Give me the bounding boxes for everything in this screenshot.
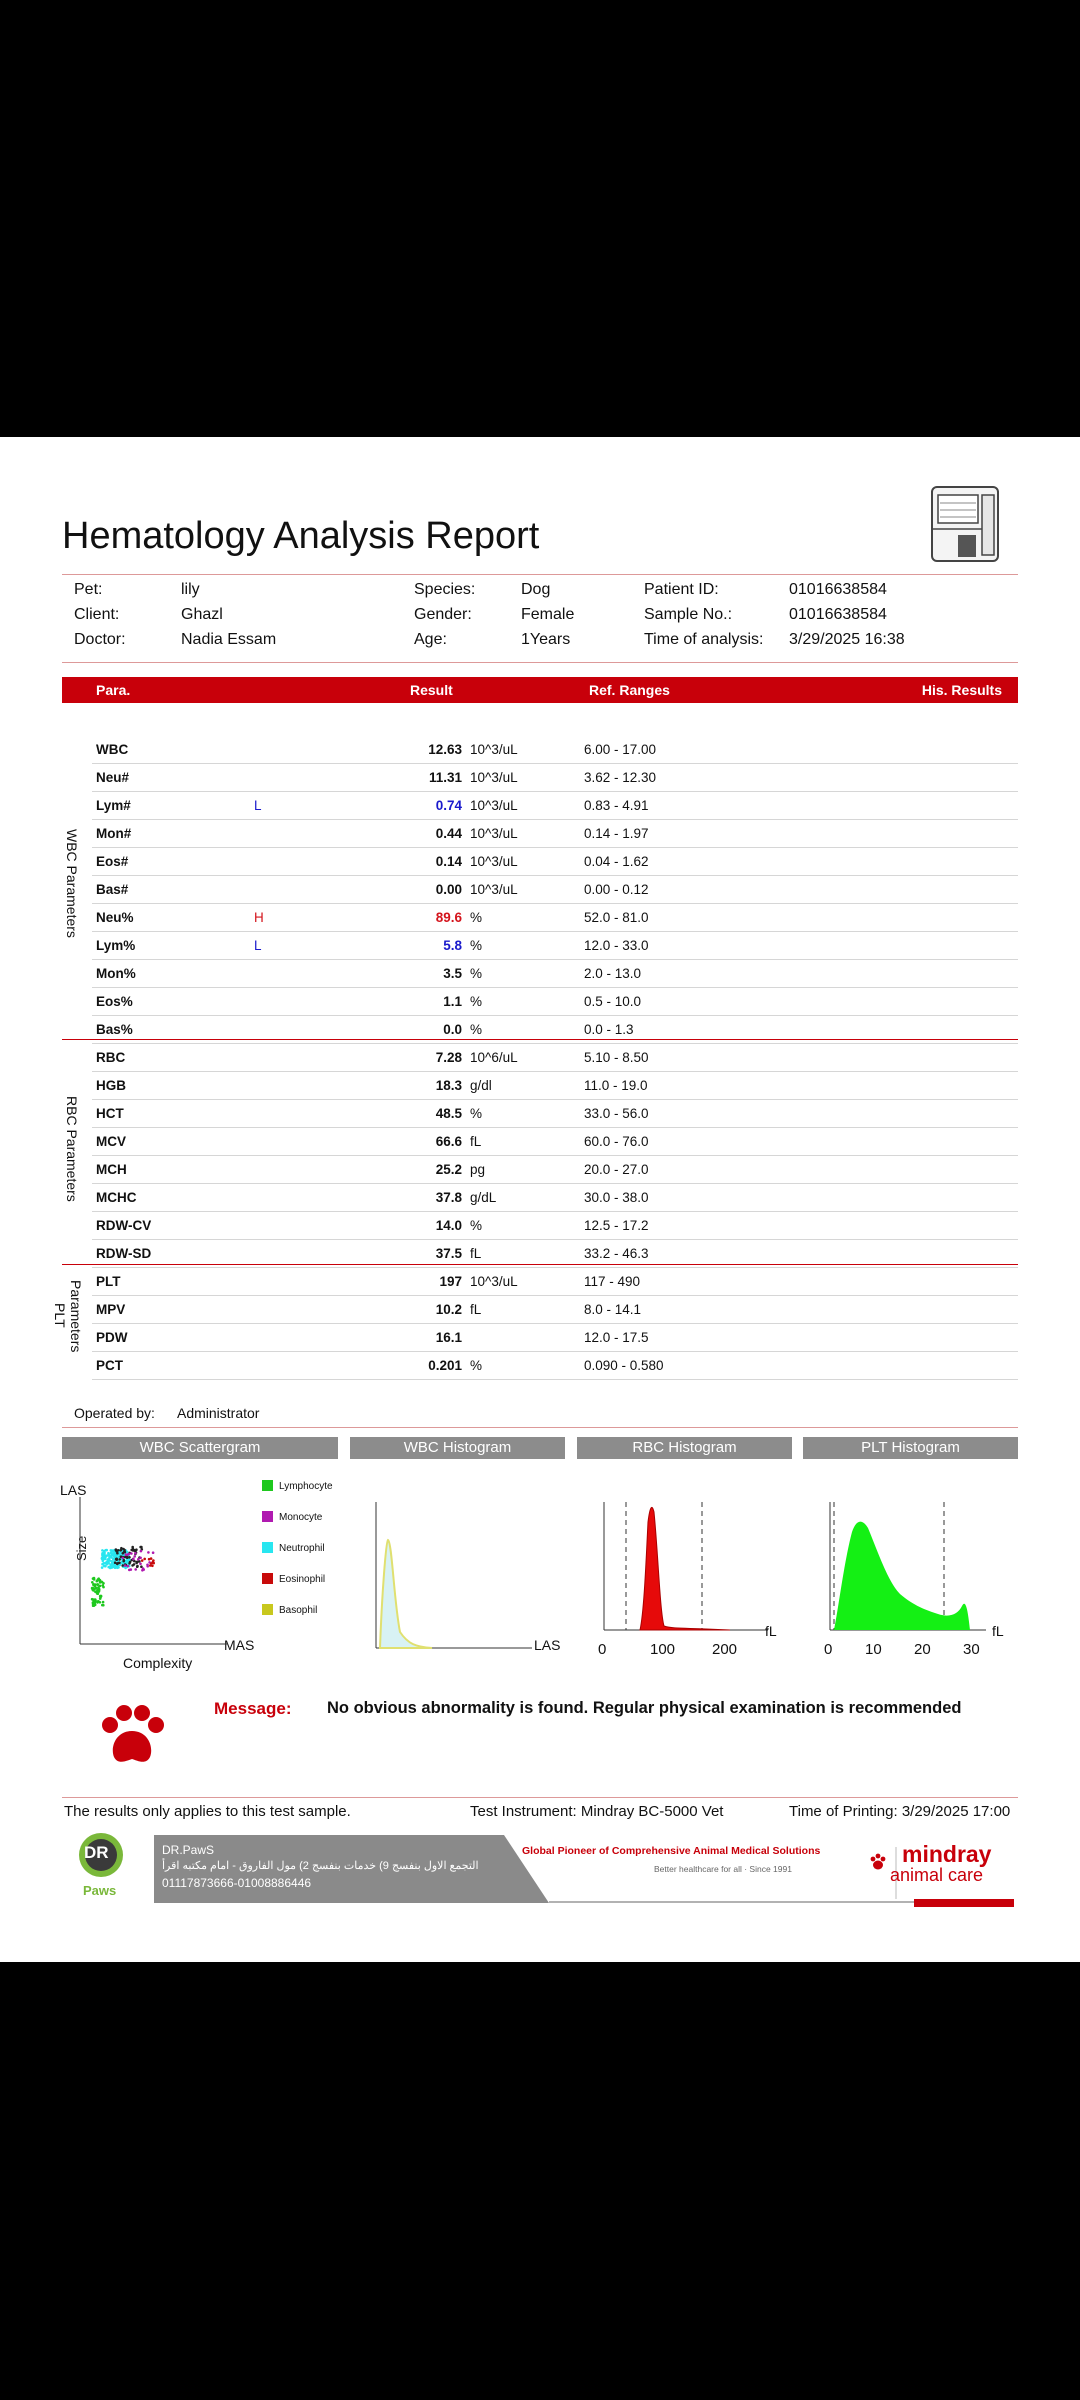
result-value: 0.0 bbox=[443, 1022, 462, 1037]
result-value: 0.14 bbox=[435, 854, 462, 869]
result-value: 18.3 bbox=[435, 1078, 462, 1093]
legend-label: Eosinophil bbox=[279, 1574, 326, 1585]
scatter-point bbox=[133, 1555, 136, 1558]
scatter-point bbox=[136, 1565, 139, 1568]
result-value: 7.28 bbox=[435, 1050, 462, 1065]
unit: 10^3/uL bbox=[470, 826, 518, 841]
col-para: Para. bbox=[96, 682, 131, 698]
mindray-paw-icon bbox=[870, 1853, 886, 1871]
table-row bbox=[92, 735, 1018, 764]
scatter-point bbox=[94, 1585, 97, 1588]
scatter-point bbox=[137, 1558, 140, 1561]
plt-tick: 30 bbox=[963, 1641, 980, 1658]
scatter-point bbox=[101, 1552, 104, 1555]
legend-label: Lymphocyte bbox=[279, 1481, 333, 1492]
legend-swatch bbox=[262, 1604, 273, 1615]
plt-tick: 20 bbox=[914, 1641, 931, 1658]
table-row bbox=[92, 987, 1018, 1016]
table-row bbox=[92, 1295, 1018, 1324]
result-value: 14.0 bbox=[435, 1218, 462, 1233]
paw-icon bbox=[96, 1703, 168, 1769]
scatter-point bbox=[139, 1557, 142, 1560]
unit: 10^3/uL bbox=[470, 770, 518, 785]
unit: 10^3/uL bbox=[470, 1274, 518, 1289]
scatter-point bbox=[126, 1556, 129, 1559]
scatter-point bbox=[104, 1555, 107, 1558]
ref-range: 60.0 - 76.0 bbox=[584, 1134, 649, 1149]
ref-range: 11.0 - 19.0 bbox=[584, 1078, 648, 1093]
operated-by-value: Administrator bbox=[177, 1405, 260, 1421]
scatter-point bbox=[131, 1564, 134, 1567]
result-value: 1.1 bbox=[443, 994, 462, 1009]
scatter-point bbox=[102, 1584, 105, 1587]
ref-range: 2.0 - 13.0 bbox=[584, 966, 642, 981]
ref-range: 0.00 - 0.12 bbox=[584, 882, 649, 897]
plt-section-label-b: Parameters bbox=[68, 1280, 84, 1353]
message-text: No obvious abnormality is found. Regular physical examination is recommended bbox=[327, 1699, 962, 1717]
ref-range: 3.62 - 12.30 bbox=[584, 770, 657, 785]
divider bbox=[62, 1427, 1018, 1428]
scatter-point bbox=[91, 1581, 94, 1584]
scatter-point bbox=[91, 1598, 94, 1601]
unit: 10^3/uL bbox=[470, 742, 518, 757]
table-row bbox=[92, 1127, 1018, 1156]
legend-monocyte bbox=[262, 1511, 322, 1523]
unit: % bbox=[470, 1218, 483, 1233]
scatter-point bbox=[123, 1559, 126, 1562]
printing-time: Time of Printing: 3/29/2025 17:00 bbox=[789, 1803, 1011, 1820]
wbc-histogram bbox=[372, 1502, 532, 1650]
legend-label: Neutrophil bbox=[279, 1543, 325, 1554]
report-page bbox=[0, 437, 1080, 1962]
result-value: 0.44 bbox=[435, 826, 462, 841]
plt-tick: 10 bbox=[865, 1641, 882, 1658]
scatter-point bbox=[132, 1558, 135, 1561]
legend-swatch bbox=[262, 1511, 273, 1522]
table-row bbox=[92, 1351, 1018, 1380]
result-value: 10.2 bbox=[435, 1302, 462, 1317]
param-name: Mon# bbox=[96, 826, 132, 841]
table-row bbox=[92, 1155, 1018, 1184]
plt-section-label-a: PLT bbox=[52, 1303, 68, 1328]
scatter-point bbox=[110, 1560, 113, 1563]
param-name: Eos% bbox=[96, 994, 133, 1009]
result-value: 0.74 bbox=[435, 798, 462, 813]
param-name: RDW-SD bbox=[96, 1246, 152, 1261]
scatter-point bbox=[146, 1564, 149, 1567]
plt-histogram bbox=[826, 1502, 986, 1632]
param-name: Bas% bbox=[96, 1022, 133, 1037]
scatter-point bbox=[124, 1564, 127, 1567]
mindray-tagline: Global Pioneer of Comprehensive Animal Medical Solutions bbox=[522, 1845, 821, 1857]
clinic-phones: 01117873666-01008886446 bbox=[162, 1876, 312, 1890]
rbc-fl-label: fL bbox=[765, 1623, 777, 1639]
param-name: MCH bbox=[96, 1162, 127, 1177]
legend-swatch bbox=[262, 1573, 273, 1584]
divider bbox=[62, 1797, 1018, 1798]
ref-range: 12.5 - 17.2 bbox=[584, 1218, 649, 1233]
table-row bbox=[92, 1183, 1018, 1212]
pet-value: lily bbox=[181, 581, 200, 598]
ref-range: 117 - 490 bbox=[584, 1274, 641, 1289]
divider bbox=[62, 662, 1018, 663]
rbc-tick: 0 bbox=[598, 1641, 607, 1658]
scatter-point bbox=[134, 1568, 137, 1571]
wbc-scattergram-header: WBC Scattergram bbox=[62, 1437, 338, 1459]
param-name: RBC bbox=[96, 1050, 126, 1065]
client-value: Ghazl bbox=[181, 606, 223, 623]
species-label: Species: bbox=[414, 581, 476, 598]
table-row bbox=[92, 1043, 1018, 1072]
mindray-animalcare: animal care bbox=[890, 1865, 984, 1885]
ref-range: 0.090 - 0.580 bbox=[584, 1358, 664, 1373]
unit: 10^6/uL bbox=[470, 1050, 518, 1065]
legend-swatch bbox=[262, 1480, 273, 1491]
gender-label: Gender: bbox=[414, 606, 472, 623]
scatter-point bbox=[93, 1577, 96, 1580]
footer-note: The results only applies to this test sample. bbox=[64, 1803, 351, 1820]
ref-range: 0.04 - 1.62 bbox=[584, 854, 649, 869]
param-name: MCHC bbox=[96, 1190, 137, 1205]
flag: H bbox=[254, 910, 264, 925]
rbc-histogram bbox=[600, 1502, 768, 1632]
unit: 10^3/uL bbox=[470, 882, 518, 897]
result-value: 11.31 bbox=[428, 770, 462, 785]
table-row bbox=[92, 1267, 1018, 1296]
scatter-point bbox=[115, 1558, 118, 1561]
unit: % bbox=[470, 994, 483, 1009]
scatter-point bbox=[139, 1563, 142, 1566]
scatter-point bbox=[140, 1550, 143, 1553]
ref-range: 0.83 - 4.91 bbox=[584, 798, 649, 813]
ref-range: 20.0 - 27.0 bbox=[584, 1162, 649, 1177]
divider bbox=[62, 574, 1018, 575]
rbc-tick: 100 bbox=[650, 1641, 676, 1658]
age-label: Age: bbox=[414, 631, 447, 648]
ref-range: 12.0 - 17.5 bbox=[584, 1330, 649, 1345]
table-row bbox=[92, 1323, 1018, 1352]
scatter-point bbox=[152, 1559, 155, 1562]
unit: g/dL bbox=[470, 1190, 497, 1205]
plt-fl-label: fL bbox=[992, 1623, 1004, 1639]
param-name: Bas# bbox=[96, 882, 129, 897]
scatter-point bbox=[92, 1587, 95, 1590]
flag: L bbox=[254, 798, 262, 813]
scatter-point bbox=[134, 1552, 137, 1555]
sample-no-label: Sample No.: bbox=[644, 606, 733, 623]
ref-range: 33.0 - 56.0 bbox=[584, 1106, 649, 1121]
param-name: RDW-CV bbox=[96, 1218, 152, 1233]
scatter-point bbox=[96, 1588, 99, 1591]
scatter-point bbox=[101, 1549, 104, 1552]
unit: fL bbox=[470, 1134, 482, 1149]
analysis-time-label: Time of analysis: bbox=[644, 631, 764, 648]
result-value: 89.6 bbox=[435, 910, 462, 925]
table-row bbox=[92, 959, 1018, 988]
scatter-point bbox=[107, 1552, 110, 1555]
scatter-point bbox=[107, 1562, 110, 1565]
scatter-point bbox=[99, 1596, 102, 1599]
scatter-point bbox=[147, 1551, 150, 1554]
mindray-brand: mindray bbox=[902, 1841, 992, 1867]
unit: g/dl bbox=[470, 1078, 492, 1093]
scatter-point bbox=[96, 1583, 99, 1586]
param-name: Lym# bbox=[96, 798, 131, 813]
legend-lymphocyte bbox=[262, 1480, 333, 1492]
plt-histogram-header: PLT Histogram bbox=[803, 1437, 1018, 1459]
ref-range: 0.14 - 1.97 bbox=[584, 826, 649, 841]
param-name: Lym% bbox=[96, 938, 136, 953]
result-value: 37.5 bbox=[435, 1246, 462, 1261]
scatter-point bbox=[130, 1552, 133, 1555]
ref-range: 30.0 - 38.0 bbox=[584, 1190, 649, 1205]
sample-no-value: 01016638584 bbox=[789, 606, 887, 623]
rbc-section-label: RBC Parameters bbox=[64, 1096, 80, 1202]
scatter-point bbox=[135, 1562, 138, 1565]
ref-range: 33.2 - 46.3 bbox=[584, 1246, 649, 1261]
scatter-point bbox=[98, 1579, 101, 1582]
scatter-point bbox=[109, 1567, 112, 1570]
param-name: Neu% bbox=[96, 910, 134, 925]
table-row bbox=[92, 1211, 1018, 1240]
scatter-point bbox=[102, 1601, 105, 1604]
result-value: 37.8 bbox=[435, 1190, 462, 1205]
message-label: Message: bbox=[214, 1699, 292, 1718]
table-row bbox=[92, 847, 1018, 876]
table-row bbox=[92, 875, 1018, 904]
unit: fL bbox=[470, 1246, 482, 1261]
unit: % bbox=[470, 910, 483, 925]
param-name: PDW bbox=[96, 1330, 128, 1345]
legend-swatch bbox=[262, 1542, 273, 1553]
unit: 10^3/uL bbox=[470, 854, 518, 869]
param-name: Mon% bbox=[96, 966, 136, 981]
unit: 10^3/uL bbox=[470, 798, 518, 813]
scatter-point bbox=[111, 1550, 114, 1553]
results-table-header bbox=[62, 677, 1018, 703]
ref-range: 6.00 - 17.00 bbox=[584, 742, 657, 757]
doctor-label: Doctor: bbox=[74, 631, 126, 648]
scatter-point bbox=[152, 1551, 155, 1554]
wbc-scattergram bbox=[78, 1497, 228, 1647]
scatter-point bbox=[130, 1568, 133, 1571]
scatter-point bbox=[126, 1553, 129, 1556]
section-divider bbox=[62, 1039, 1018, 1040]
col-result: Result bbox=[410, 682, 453, 698]
result-value: 3.5 bbox=[443, 966, 462, 981]
ref-range: 12.0 - 33.0 bbox=[584, 938, 649, 953]
mindray-subtagline: Better healthcare for all · Since 1991 bbox=[654, 1864, 792, 1874]
ref-range: 52.0 - 81.0 bbox=[584, 910, 649, 925]
patient-id-value: 01016638584 bbox=[789, 581, 887, 598]
result-value: 197 bbox=[439, 1274, 462, 1289]
legend-neutrophil bbox=[262, 1542, 325, 1554]
ref-range: 0.5 - 10.0 bbox=[584, 994, 642, 1009]
scatter-point bbox=[101, 1604, 104, 1607]
scatter-point bbox=[116, 1552, 119, 1555]
legend-basophil bbox=[262, 1604, 317, 1616]
clinic-address: التجمع الاول بنفسج 9) خدمات بنفسج 2) مول الفاروق - امام مكتبه اقرأ bbox=[162, 1860, 479, 1872]
col-ref: Ref. Ranges bbox=[589, 682, 670, 698]
param-name: MPV bbox=[96, 1302, 126, 1317]
scatter-point bbox=[121, 1564, 124, 1567]
scatter-point bbox=[141, 1559, 144, 1562]
scatter-point bbox=[92, 1604, 95, 1607]
wbc-section-label: WBC Parameters bbox=[64, 829, 80, 938]
unit: % bbox=[470, 1022, 483, 1037]
scatter-point bbox=[123, 1551, 126, 1554]
result-value: 5.8 bbox=[443, 938, 462, 953]
result-value: 48.5 bbox=[435, 1106, 462, 1121]
table-row bbox=[92, 903, 1018, 932]
scatter-point bbox=[127, 1565, 130, 1568]
scatter-point bbox=[94, 1600, 97, 1603]
scatter-point bbox=[116, 1562, 119, 1565]
table-row bbox=[92, 931, 1018, 960]
scatter-point bbox=[94, 1590, 97, 1593]
param-name: WBC bbox=[96, 742, 129, 757]
col-history: His. Results bbox=[921, 682, 1002, 698]
scatter-complexity-label: Complexity bbox=[123, 1655, 193, 1671]
table-row bbox=[92, 763, 1018, 792]
age-value: 1Years bbox=[521, 631, 571, 648]
scatter-point bbox=[101, 1566, 104, 1569]
scatter-point bbox=[122, 1557, 125, 1560]
result-value: 12.63 bbox=[428, 742, 462, 757]
pet-label: Pet: bbox=[74, 581, 103, 598]
result-value: 16.1 bbox=[435, 1330, 462, 1345]
param-name: Eos# bbox=[96, 854, 129, 869]
client-label: Client: bbox=[74, 606, 120, 623]
legend-label: Basophil bbox=[279, 1605, 318, 1616]
scatter-point bbox=[140, 1546, 143, 1549]
result-value: 0.00 bbox=[435, 882, 462, 897]
scatter-point bbox=[108, 1557, 111, 1560]
unit: % bbox=[470, 938, 483, 953]
scatter-point bbox=[133, 1549, 136, 1552]
scatter-point bbox=[124, 1567, 127, 1570]
wbc-histogram-header: WBC Histogram bbox=[350, 1437, 565, 1459]
scatter-point bbox=[104, 1549, 107, 1552]
scatter-mas-label: MAS bbox=[224, 1637, 255, 1653]
table-row bbox=[92, 819, 1018, 848]
analysis-time-value: 3/29/2025 16:38 bbox=[789, 631, 905, 648]
analyzer-icon bbox=[928, 485, 1004, 565]
param-name: PCT bbox=[96, 1358, 123, 1373]
unit: % bbox=[470, 1106, 483, 1121]
result-value: 0.201 bbox=[428, 1358, 462, 1373]
flag: L bbox=[254, 938, 262, 953]
param-name: HCT bbox=[96, 1106, 124, 1121]
wbc-hist-las-label: LAS bbox=[534, 1637, 561, 1653]
operated-by-label: Operated by: bbox=[74, 1405, 155, 1421]
result-value: 66.6 bbox=[435, 1134, 462, 1149]
clinic-footer bbox=[62, 1835, 1012, 1897]
table-row bbox=[92, 1099, 1018, 1128]
test-instrument: Test Instrument: Mindray BC-5000 Vet bbox=[470, 1803, 724, 1820]
report-title: Hematology Analysis Report bbox=[62, 515, 540, 557]
scatter-point bbox=[97, 1600, 100, 1603]
scatter-point bbox=[151, 1565, 154, 1568]
clinic-logo-sub: Paws bbox=[83, 1883, 117, 1898]
scatter-size-label: Size bbox=[74, 1535, 89, 1561]
table-row bbox=[92, 791, 1018, 820]
scatter-point bbox=[128, 1556, 131, 1559]
ref-range: 8.0 - 14.1 bbox=[584, 1302, 642, 1317]
clinic-logo-text: DR bbox=[84, 1843, 109, 1862]
plt-tick: 0 bbox=[824, 1641, 833, 1658]
ref-range: 5.10 - 8.50 bbox=[584, 1050, 649, 1065]
scatter-point bbox=[120, 1547, 123, 1550]
species-value: Dog bbox=[521, 581, 551, 598]
rbc-histogram-header: RBC Histogram bbox=[577, 1437, 792, 1459]
legend-eosinophil bbox=[262, 1573, 325, 1585]
unit: % bbox=[470, 1358, 483, 1373]
param-name: HGB bbox=[96, 1078, 126, 1093]
scatter-point bbox=[118, 1558, 121, 1561]
scatter-point bbox=[148, 1558, 151, 1561]
result-value: 25.2 bbox=[435, 1162, 462, 1177]
scatter-point bbox=[96, 1580, 99, 1583]
scatter-point bbox=[125, 1561, 128, 1564]
unit: pg bbox=[470, 1162, 486, 1177]
scatter-point bbox=[112, 1554, 115, 1557]
scatter-las-label: LAS bbox=[60, 1482, 87, 1498]
scatter-point bbox=[131, 1546, 134, 1549]
clinic-name: DR.PawS bbox=[162, 1843, 215, 1857]
scatter-point bbox=[129, 1561, 132, 1564]
table-row bbox=[92, 1071, 1018, 1100]
rbc-tick: 200 bbox=[712, 1641, 738, 1658]
unit: % bbox=[470, 966, 483, 981]
scatter-point bbox=[111, 1563, 114, 1566]
patient-id-label: Patient ID: bbox=[644, 581, 719, 598]
ref-range: 0.0 - 1.3 bbox=[584, 1022, 634, 1037]
param-name: Neu# bbox=[96, 770, 130, 785]
section-divider bbox=[62, 1264, 1018, 1265]
doctor-value: Nadia Essam bbox=[181, 631, 277, 648]
scatter-point bbox=[102, 1559, 105, 1562]
param-name: PLT bbox=[96, 1274, 121, 1289]
unit: fL bbox=[470, 1302, 482, 1317]
scatter-point bbox=[143, 1558, 146, 1561]
gender-value: Female bbox=[521, 606, 575, 623]
param-name: MCV bbox=[96, 1134, 126, 1149]
scatter-point bbox=[101, 1563, 104, 1566]
scatter-point bbox=[150, 1562, 153, 1565]
scatter-point bbox=[142, 1568, 145, 1571]
legend-label: Monocyte bbox=[279, 1512, 323, 1523]
